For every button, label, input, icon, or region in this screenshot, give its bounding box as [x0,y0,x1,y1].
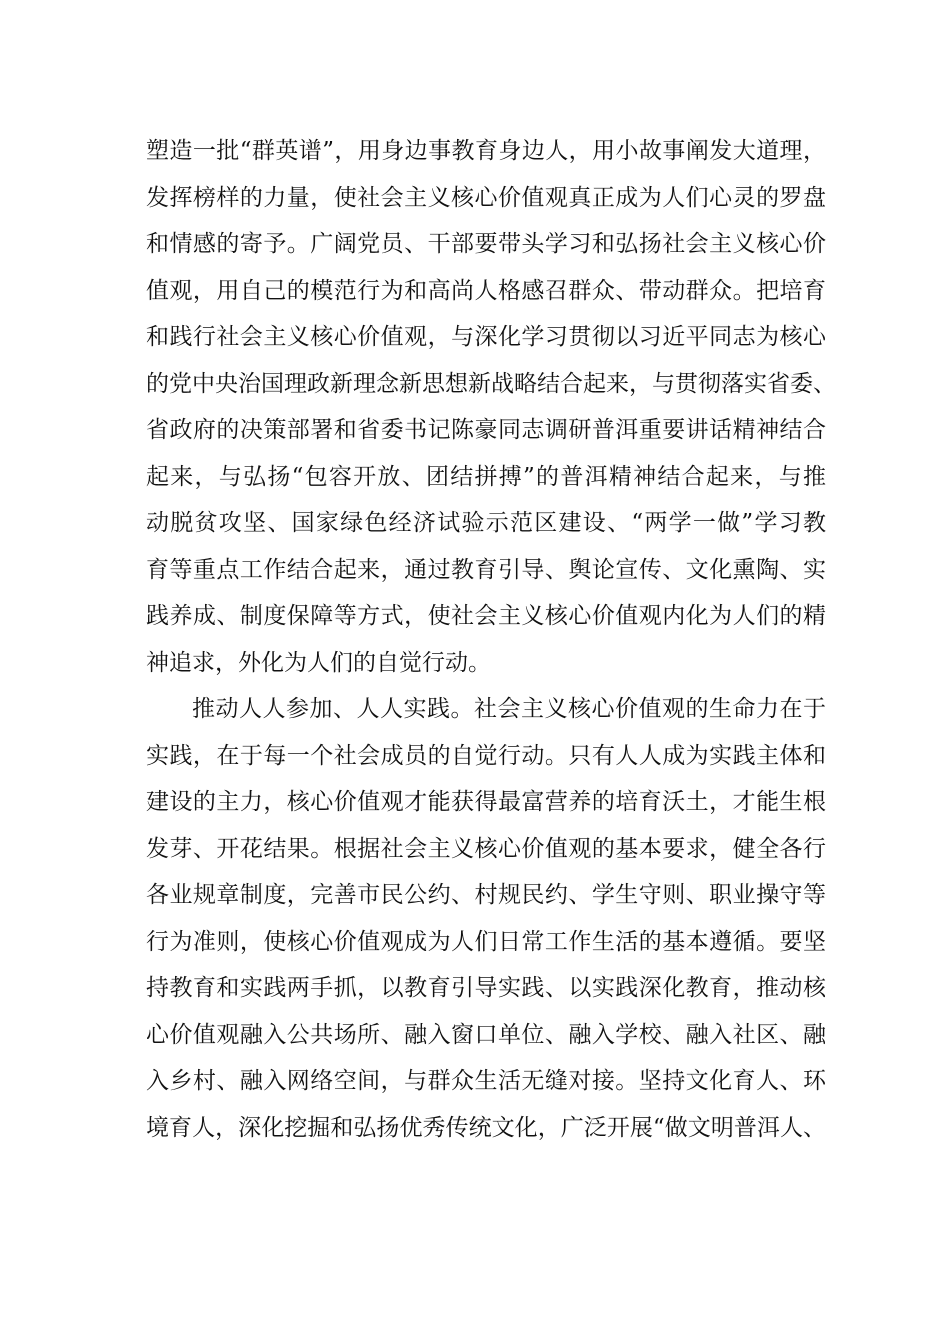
text-line: 动脱贫攻坚、国家绿色经济试验示范区建设、“两学一做”学习教 [146,510,826,536]
text-line: 神追求，外化为人们的自觉行动。 [146,649,491,676]
text-line: 境育人，深化挖掘和弘扬优秀传统文化，广泛开展“做文明普洱人、 [146,1114,826,1141]
document-body [146,128,836,1151]
text-line: 入乡村、融入网络空间，与群众生活无缝对接。坚持文化育人、环 [146,1068,826,1094]
text-line: 行为准则，使核心价值观成为人们日常工作生活的基本遵循。要坚 [146,928,826,955]
text-line: 践养成、制度保障等方式，使社会主义核心价值观内化为人们的精 [146,603,826,629]
text-line: 省政府的决策部署和省委书记陈豪同志调研普洱重要讲话精神结合 [146,417,826,443]
text-line: 育等重点工作结合起来，通过教育引导、舆论宣传、文化熏陶、实 [146,556,826,583]
text-line: 推动人人参加、人人实践。社会主义核心价值观的生命力在于 [192,696,826,722]
text-line: 的党中央治国理政新理念新思想新战略结合起来，与贯彻落实省委、 [146,370,836,397]
text-line: 各业规章制度，完善市民公约、村规民约、学生守则、职业操守等 [146,882,826,908]
text-line: 和践行社会主义核心价值观，与深化学习贯彻以习近平同志为核心 [146,324,826,350]
text-line: 建设的主力，核心价值观才能获得最富营养的培育沃土，才能生根 [146,789,826,815]
text-line: 发挥榜样的力量，使社会主义核心价值观真正成为人们心灵的罗盘 [146,184,826,211]
text-line: 发芽、开花结果。根据社会主义核心价值观的基本要求，健全各行 [146,835,826,862]
text-line: 实践，在于每一个社会成员的自觉行动。只有人人成为实践主体和 [146,742,826,769]
text-line: 值观，用自己的模范行为和高尚人格感召群众、带动群众。把培育 [146,277,826,304]
text-line: 塑造一批“群英谱”，用身边事教育身边人，用小故事阐发大道理， [146,138,826,164]
text-line: 心价值观融入公共场所、融入窗口单位、融入学校、融入社区、融 [146,1021,826,1048]
paragraph-2 [146,686,826,1151]
paragraph-1 [146,128,836,686]
text-line: 起来，与弘扬“包容开放、团结拼搏”的普洱精神结合起来，与推 [146,463,826,490]
text-line: 和情感的寄予。广阔党员、干部要带头学习和弘扬社会主义核心价 [146,231,826,257]
text-line: 持教育和实践两手抓，以教育引导实践、以实践深化教育，推动核 [146,975,826,1001]
